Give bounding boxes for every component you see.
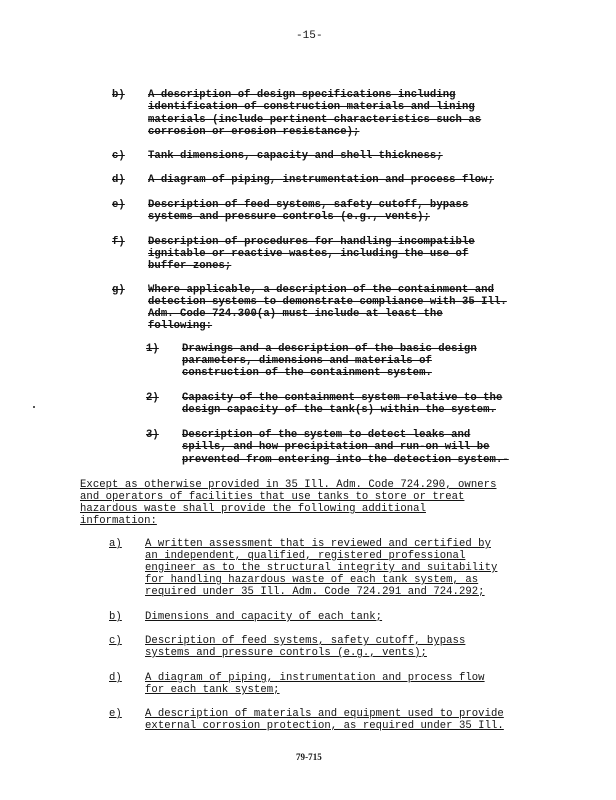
struck-item-line: Description of procedures for handling incompatible — [148, 236, 475, 248]
struck-item-line: Description of feed systems, safety cutoff, bypass — [148, 199, 469, 211]
struck-item-label: e) — [112, 199, 125, 211]
struck-item-line: ignitable or reactive wastes, including the use of — [148, 248, 469, 260]
struck-item-line: A diagram of piping, instrumentation and process flow; — [148, 174, 494, 186]
scan-speck — [33, 406, 35, 408]
intro-line: hazardous waste shall provide the following additional — [80, 503, 426, 515]
struck-subitem-line: Description of the system to detect leaks and — [182, 429, 471, 441]
intro-line: Except as otherwise provided in 35 Ill. Adm. Code 724.290, owners — [80, 479, 497, 491]
struck-item-label: b) — [112, 89, 125, 101]
struck-subitem-label: 1) — [146, 343, 159, 355]
struck-subitem-line: Capacity of the containment system relative to the — [182, 392, 503, 404]
new-item-line: Description of feed systems, safety cutoff, bypass — [145, 635, 466, 647]
new-item-line: external corrosion protection, as required under 35 Ill. — [145, 720, 504, 732]
struck-subitem-line: prevented from entering into the detection system.- — [182, 454, 509, 466]
new-item-line: A description of materials and equipment used to provide — [145, 708, 504, 720]
struck-subitem-label: 2) — [146, 392, 159, 404]
new-item-line: Dimensions and capacity of each tank; — [145, 611, 383, 623]
new-item-line: A written assessment that is reviewed and certified by — [145, 538, 491, 550]
struck-item-label: d) — [112, 174, 125, 186]
struck-subitem-line: design capacity of the tank(s) within the system. — [182, 404, 496, 416]
struck-subitem-label: 3) — [146, 429, 159, 441]
struck-item-line: A description of design specifications including — [148, 89, 456, 101]
struck-item-line: systems and pressure controls (e.g., vents); — [148, 211, 430, 223]
new-item-line: A diagram of piping, instrumentation and process flow — [145, 672, 485, 684]
struck-item-line: Adm. Code 724.300(a) must include at least the — [148, 308, 443, 320]
struck-subitem-line: parameters, dimensions and materials of — [182, 355, 432, 367]
new-item-label: e) — [109, 708, 122, 720]
struck-subitem-line: spills, and how precipitation and run-on will be — [182, 441, 490, 453]
new-item-line: an independent, qualified, registered professional — [145, 550, 466, 562]
struck-item-line: corrosion or erosion resistance); — [148, 126, 360, 138]
new-item-label: d) — [109, 672, 122, 684]
new-item-line: required under 35 Ill. Adm. Code 724.291 and 724.292; — [145, 586, 485, 598]
page-number: -15- — [296, 30, 323, 42]
struck-item-line: detection systems to demonstrate compliance with 35 Ill. — [148, 296, 507, 308]
new-item-label: c) — [109, 635, 122, 647]
struck-item-line: following: — [148, 320, 213, 332]
struck-item-label: g) — [112, 284, 125, 296]
struck-subitem-line: Drawings and a description of the basic design — [182, 343, 477, 355]
new-item-line: engineer as to the structural integrity and suitability — [145, 562, 498, 574]
struck-item-line: identification of construction materials and lining — [148, 101, 475, 113]
new-item-line: for handling hazardous waste of each tank system, as — [145, 574, 479, 586]
footer-page-number: 79-715 — [296, 752, 322, 762]
new-item-line: for each tank system; — [145, 684, 280, 696]
struck-item-line: materials (include pertinent characteristics such as — [148, 114, 482, 126]
struck-item-line: Tank dimensions, capacity and shell thickness; — [148, 150, 443, 162]
struck-item-line: buffer zones; — [148, 260, 232, 272]
intro-line: information: — [80, 515, 157, 527]
new-item-label: a) — [109, 538, 122, 550]
intro-line: and operators of facilities that use tanks to store or treat — [80, 491, 465, 503]
new-item-line: systems and pressure controls (e.g., vents); — [145, 647, 427, 659]
new-item-label: b) — [109, 611, 122, 623]
struck-item-label: f) — [112, 236, 125, 248]
struck-subitem-line: construction of the containment system. — [182, 367, 432, 379]
struck-item-line: Where applicable, a description of the containment and — [148, 284, 494, 296]
struck-item-label: c) — [112, 150, 125, 162]
